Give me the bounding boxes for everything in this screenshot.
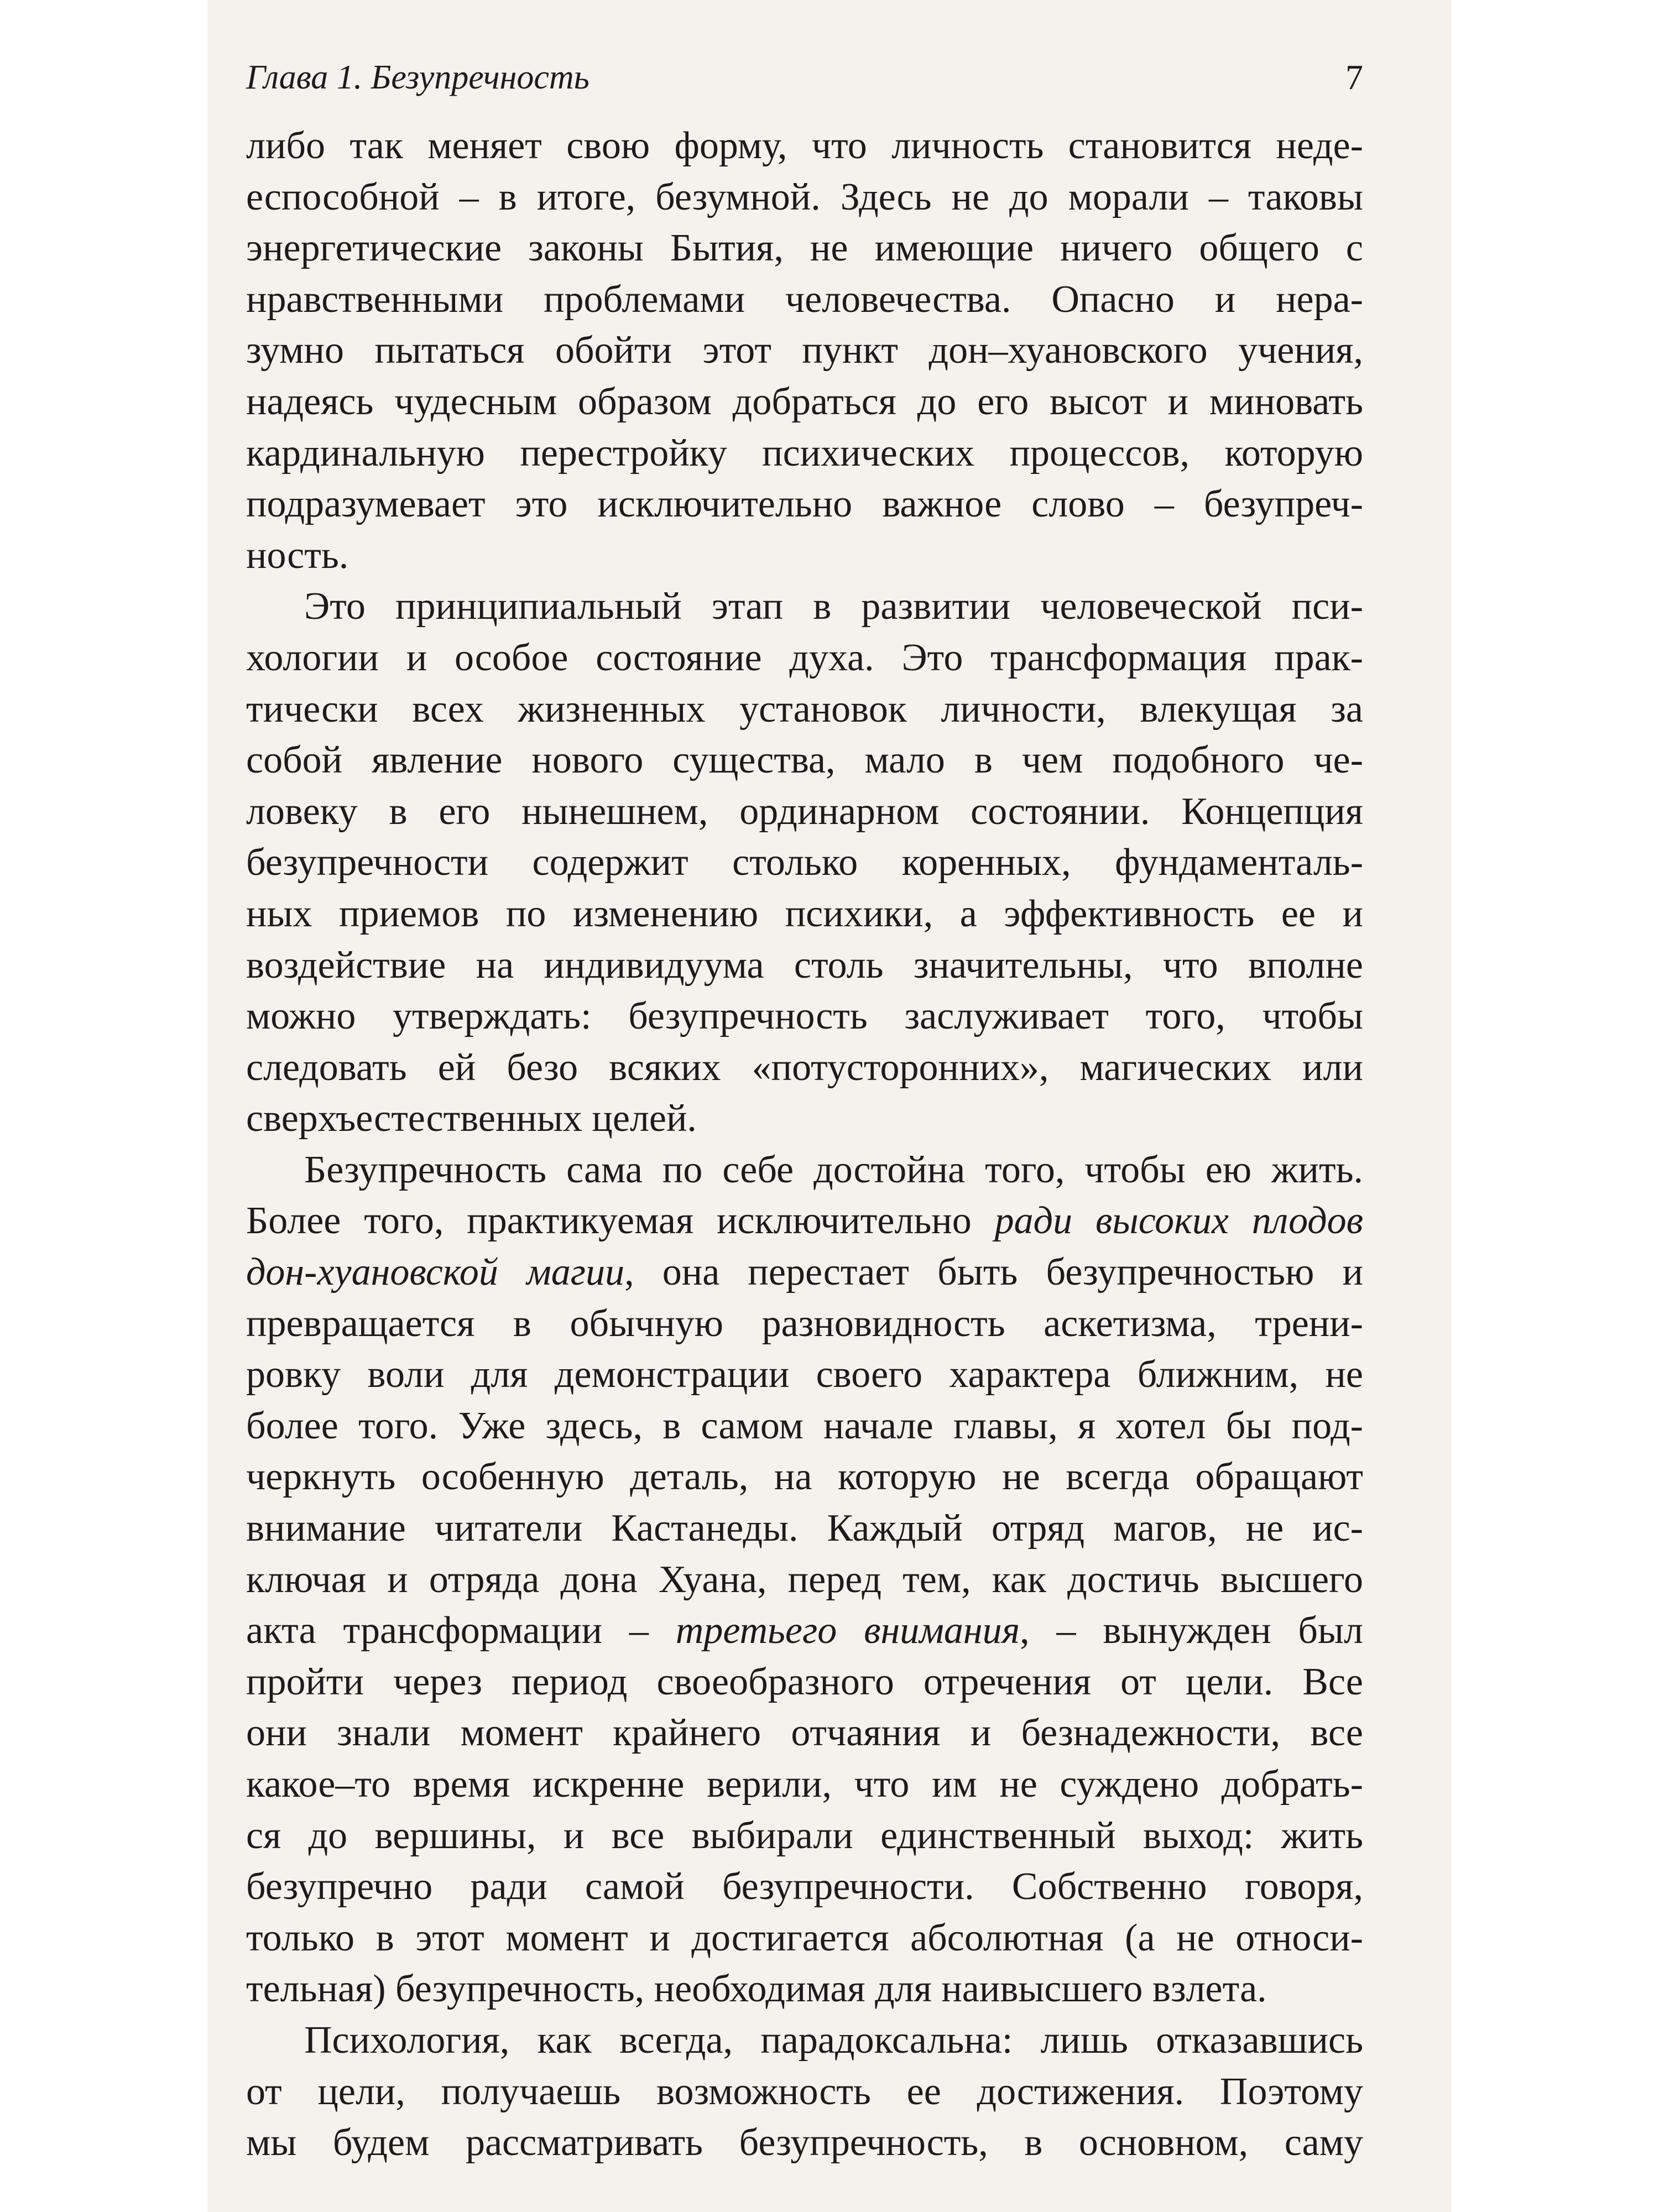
text-line: ровку воли для демонстрации своего характера ближним, не <box>246 1353 1363 1396</box>
running-header <box>246 55 1363 100</box>
text-line: зумно пытаться обойти этот пункт дон–хуановского учения, <box>246 329 1363 372</box>
text-line <box>246 1605 1363 1657</box>
text-line: энергетические законы Бытия, не имеющие ничего общего с <box>246 227 1363 270</box>
text-line: ных приемов по изменению психики, а эффективность ее и <box>246 892 1363 935</box>
text-line: хологии и особое состояние духа. Это трансформация прак- <box>246 636 1363 679</box>
page-number: 7 <box>1345 58 1363 97</box>
text-line <box>246 1196 1363 1247</box>
text-line: еспособной – в итоге, безумной. Здесь не до морали – таковы <box>246 175 1363 218</box>
text-line: безупречности содержит столько коренных, фундаменталь- <box>246 841 1363 884</box>
text-line: тически всех жизненных установок личности, влекущая за <box>246 687 1363 731</box>
text-segment: Более того, практикуемая исключительно <box>246 1199 972 1243</box>
text-line: ловеку в его нынешнем, ординарном состоянии. Концепция <box>246 790 1363 833</box>
text-line: надеясь чудесным образом добраться до его высот и миновать <box>246 380 1363 423</box>
body-text <box>246 121 1363 2169</box>
text-line: ся до вершины, и все выбирали единственный выход: жить <box>246 1814 1363 1857</box>
text-line: Это принципиальный этап в развитии человеческой пси- <box>304 585 1363 628</box>
text-line: тельная) безупречность, необходимая для наивысшего взлета. <box>246 1968 1267 2011</box>
text-segment: акта трансформации – <box>246 1609 649 1652</box>
text-line: превращается в обычную разновидность аскетизма, трени- <box>246 1302 1363 1345</box>
text-line: мы будем рассматривать безупречность, в основном, саму <box>246 2121 1363 2164</box>
text-line: нравственными проблемами человечества. Опасно и нера- <box>246 278 1363 321</box>
text-line: от цели, получаешь возможность ее достижения. Поэтому <box>246 2070 1363 2113</box>
chapter-title: Глава 1. Безупречность <box>246 59 589 96</box>
text-line: черкнуть особенную деталь, на которую не всегда обращают <box>246 1455 1363 1499</box>
text-line: они знали момент крайнего отчаяния и безнадежности, все <box>246 1712 1363 1755</box>
text-line: ключая и отряда дона Хуана, перед тем, как достичь высшего <box>246 1558 1363 1601</box>
text-line: пройти через период своеобразного отречения от цели. Все <box>246 1660 1363 1703</box>
text-line: только в этот момент и достигается абсолютная (а не относи- <box>246 1916 1363 1959</box>
text-line: какое–то время искренне верили, что им не суждено добрать- <box>246 1763 1363 1806</box>
italic-emphasis: третьего внимания <box>675 1609 1020 1652</box>
text-segment: , она перестает быть безупречностью и <box>624 1251 1363 1294</box>
text-line: можно утверждать: безупречность заслуживает того, чтобы <box>246 995 1363 1038</box>
text-line <box>246 1247 1363 1298</box>
text-line: ность. <box>246 534 349 577</box>
text-segment: , – вынужден был <box>1020 1609 1363 1652</box>
text-line: внимание читатели Кастанеды. Каждый отряд магов, не ис- <box>246 1507 1363 1550</box>
text-line: либо так меняет свою форму, что личность становится неде- <box>246 124 1363 167</box>
text-line: Психология, как всегда, парадоксальна: лишь отказавшись <box>304 2018 1363 2062</box>
text-line: более того. Уже здесь, в самом начале главы, я хотел бы под- <box>246 1404 1363 1447</box>
italic-emphasis: ради высоких плодов <box>994 1199 1363 1243</box>
italic-emphasis: дон-хуановской магии <box>246 1251 625 1294</box>
text-line: следовать ей безо всяких «потусторонних», магических или <box>246 1046 1363 1089</box>
book-page <box>207 0 1452 2212</box>
text-line: подразумевает это исключительно важное слово – безупреч- <box>246 483 1363 526</box>
text-line: безупречно ради самой безупречности. Собственно говоря, <box>246 1865 1363 1908</box>
text-line: воздействие на индивидуума столь значительны, что вполне <box>246 943 1363 987</box>
text-line: кардинальную перестройку психических процессов, которую <box>246 431 1363 474</box>
text-line: сверхъестественных целей. <box>246 1097 697 1140</box>
text-line: Безупречность сама по себе достойна того, чтобы ею жить. <box>304 1148 1363 1191</box>
text-line: собой явление нового существа, мало в чем подобного че- <box>246 739 1363 782</box>
